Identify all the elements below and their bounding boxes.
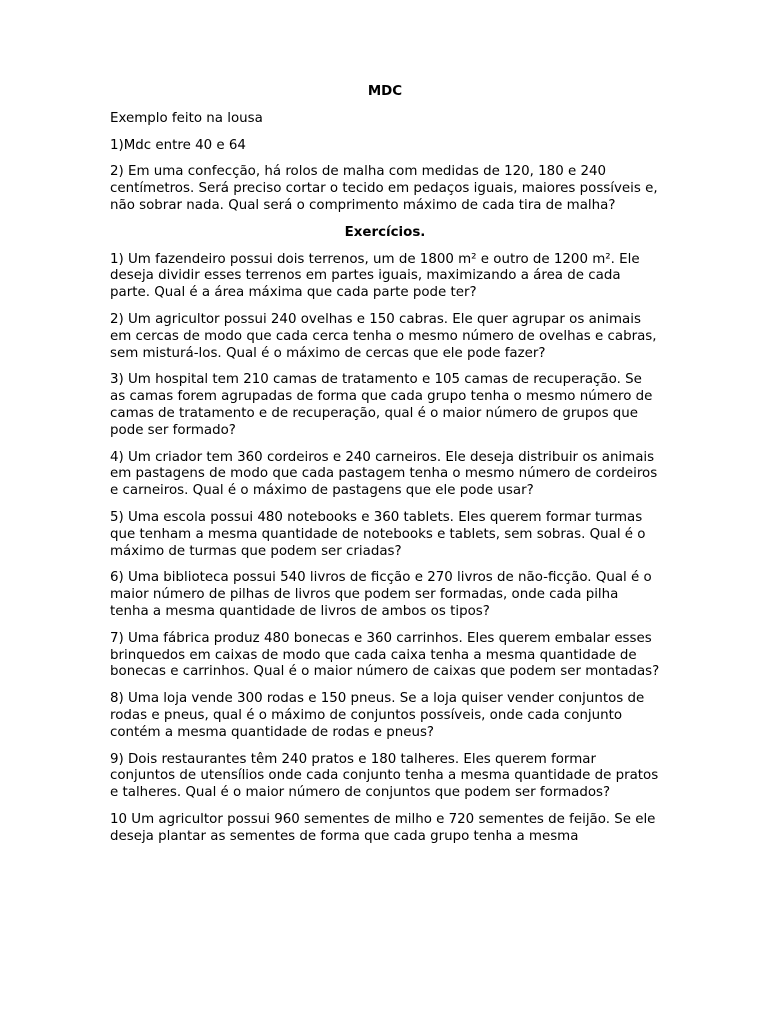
document-page [110, 84, 660, 855]
exercise-5: 5) Uma escola possui 480 notebooks e 360 tablets. Eles querem formar turmas que tenham a mesma quantidade de notebooks e tablets, sem sobras. Qual é o máximo de turmas que podem ser criadas? [110, 509, 646, 559]
exercise-7: 7) Uma fábrica produz 480 bonecas e 360 carrinhos. Eles querem embalar esses brinquedos em caixas de modo que cada caixa tenha a mesma quantidade de bonecas e carrinhos. Qual é o maior número de caixas que podem ser montadas? [110, 630, 660, 680]
exercise-2: 2) Um agricultor possui 240 ovelhas e 150 cabras. Ele quer agrupar os animais em cercas de modo que cada cerca tenha o mesmo número de ovelhas e cabras, sem misturá-los. Qual é o máximo de cercas que ele pode fazer? [110, 311, 657, 361]
example-2: 2) Em uma confecção, há rolos de malha com medidas de 120, 180 e 240 centímetros. Será preciso cortar o tecido em pedaços iguais, maiores possíveis e, não sobrar nada. Qual será o comprimento máximo de cada tira de malha? [110, 164, 658, 213]
intro-line: Exemplo feito na lousa [110, 110, 263, 126]
exercises-heading: Exercícios. [344, 224, 426, 240]
exercise-3: 3) Um hospital tem 210 camas de tratamento e 105 camas de recuperação. Se as camas forem agrupadas de forma que cada grupo tenha o mesmo número de camas de tratamento e de recuperação, qual é o maior número de grupos que pode ser formado? [110, 372, 653, 438]
exercise-4: 4) Um criador tem 360 cordeiros e 240 carneiros. Ele deseja distribuir os animais em pastagens de modo que cada pastagem tenha o mesmo número de cordeiros e carneiros. Qual é o máximo de pastagens que ele pode usar? [110, 449, 658, 499]
exercise-1: 1) Um fazendeiro possui dois terrenos, um de 1800 m² e outro de 1200 m². Ele deseja dividir esses terrenos em partes iguais, maximizando a área de cada parte. Qual é a área máxima que cada parte pode ter? [110, 251, 640, 301]
exercise-10: 10 Um agricultor possui 960 sementes de milho e 720 sementes de feijão. Se ele deseja plantar as sementes de forma que cada grupo tenha a mesma [110, 811, 656, 844]
example-1: 1)Mdc entre 40 e 64 [110, 137, 246, 153]
exercise-8: 8) Uma loja vende 300 rodas e 150 pneus. Se a loja quiser vender conjuntos de rodas e pneus, qual é o máximo de conjuntos possíveis, onde cada conjunto contém a mesma quantidade de rodas e pneus? [110, 691, 645, 740]
exercise-6: 6) Uma biblioteca possui 540 livros de ficção e 270 livros de não-ficção. Qual é o maior número de pilhas de livros que podem ser formadas, onde cada pilha tenha a mesma quantidade de livros de ambos os tipos? [110, 570, 652, 619]
exercise-9: 9) Dois restaurantes têm 240 pratos e 180 talheres. Eles querem formar conjuntos de utensílios onde cada conjunto tenha a mesma quantidade de pratos e talheres. Qual é o maior número de conjuntos que podem ser formados? [110, 751, 659, 801]
document-title: MDC [367, 84, 403, 99]
